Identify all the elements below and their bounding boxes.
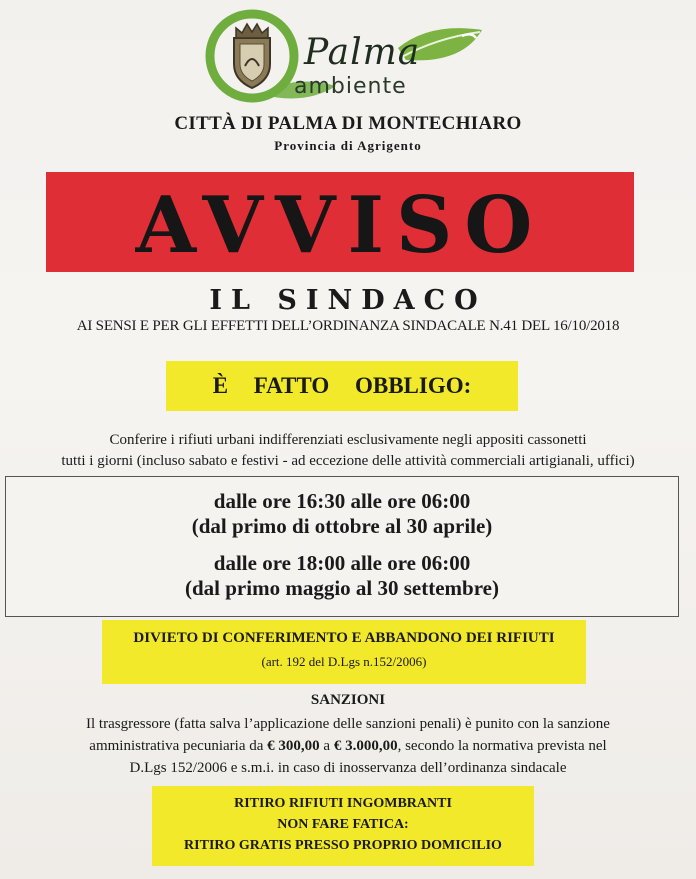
sanctions-line-2-post: , secondo la normativa prevista nel <box>397 738 607 754</box>
sanctions-line-2-mid: a <box>319 738 334 754</box>
sanctions-line-2 <box>0 738 696 755</box>
province-subtitle: Provincia di Agrigento <box>274 138 422 153</box>
palma-ambiente-logo <box>200 8 490 106</box>
schedule-box <box>5 476 679 617</box>
instructions-line-2: tutti i giorni (incluso sabato e festivi - ad eccezione delle attività commerciali artigianali, uffici) <box>61 453 635 469</box>
bulky-waste-line-1: RITIRO RIFIUTI INGOMBRANTI <box>234 796 452 811</box>
instructions-line-1: Conferire i rifiuti urbani indifferenziati esclusivamente negli appositi cassonetti <box>109 432 587 448</box>
prohibition-box <box>102 620 586 684</box>
city-title: CITTÀ DI PALMA DI MONTECHIARO <box>174 113 522 134</box>
obligation-box <box>166 361 518 411</box>
bulky-waste-box <box>152 786 534 866</box>
sanctions-line-1: Il trasgressore (fatta salva l’applicazione delle sanzioni penali) è punito con la sanzione <box>86 716 610 732</box>
logo-brand-line2: ambiente <box>294 74 407 99</box>
winter-hours: dalle ore 16:30 alle ore 06:00 <box>213 489 471 513</box>
bulky-waste-line-3: RITIRO GRATIS PRESSO PROPRIO DOMICILIO <box>184 838 502 853</box>
sanction-amount-min: € 300,00 <box>267 738 320 754</box>
avviso-title: AVVISO <box>135 180 545 271</box>
sanction-amount-max: € 3.000,00 <box>333 738 398 754</box>
bulky-waste-line-2: NON FARE FATICA: <box>277 817 409 832</box>
avviso-banner <box>46 172 634 272</box>
winter-period: (dal primo di ottobre al 30 aprile) <box>191 514 493 538</box>
ordinance-reference: AI SENSI E PER GLI EFFETTI DELL’ORDINANZA SINDACALE N.41 DEL 16/10/2018 <box>76 318 620 334</box>
summer-period: (dal primo maggio al 30 settembre) <box>185 576 499 600</box>
sanctions-line-2-pre: amministrativa pecuniaria da <box>89 738 268 754</box>
prohibition-reference: (art. 192 del D.Lgs n.152/2006) <box>261 654 427 669</box>
logo-brand-line1: Palma <box>304 32 421 73</box>
authority-title: IL SINDACO <box>209 285 487 316</box>
obligation-label: È FATTO OBBLIGO: <box>212 373 472 398</box>
prohibition-title: DIVIETO DI CONFERIMENTO E ABBANDONO DEI RIFIUTI <box>133 630 555 646</box>
summer-hours: dalle ore 18:00 alle ore 06:00 <box>213 551 471 575</box>
sanctions-line-3: D.Lgs 152/2006 e s.m.i. in caso di inosservanza dell’ordinanza sindacale <box>129 760 567 776</box>
sanctions-title: SANZIONI <box>310 692 386 708</box>
